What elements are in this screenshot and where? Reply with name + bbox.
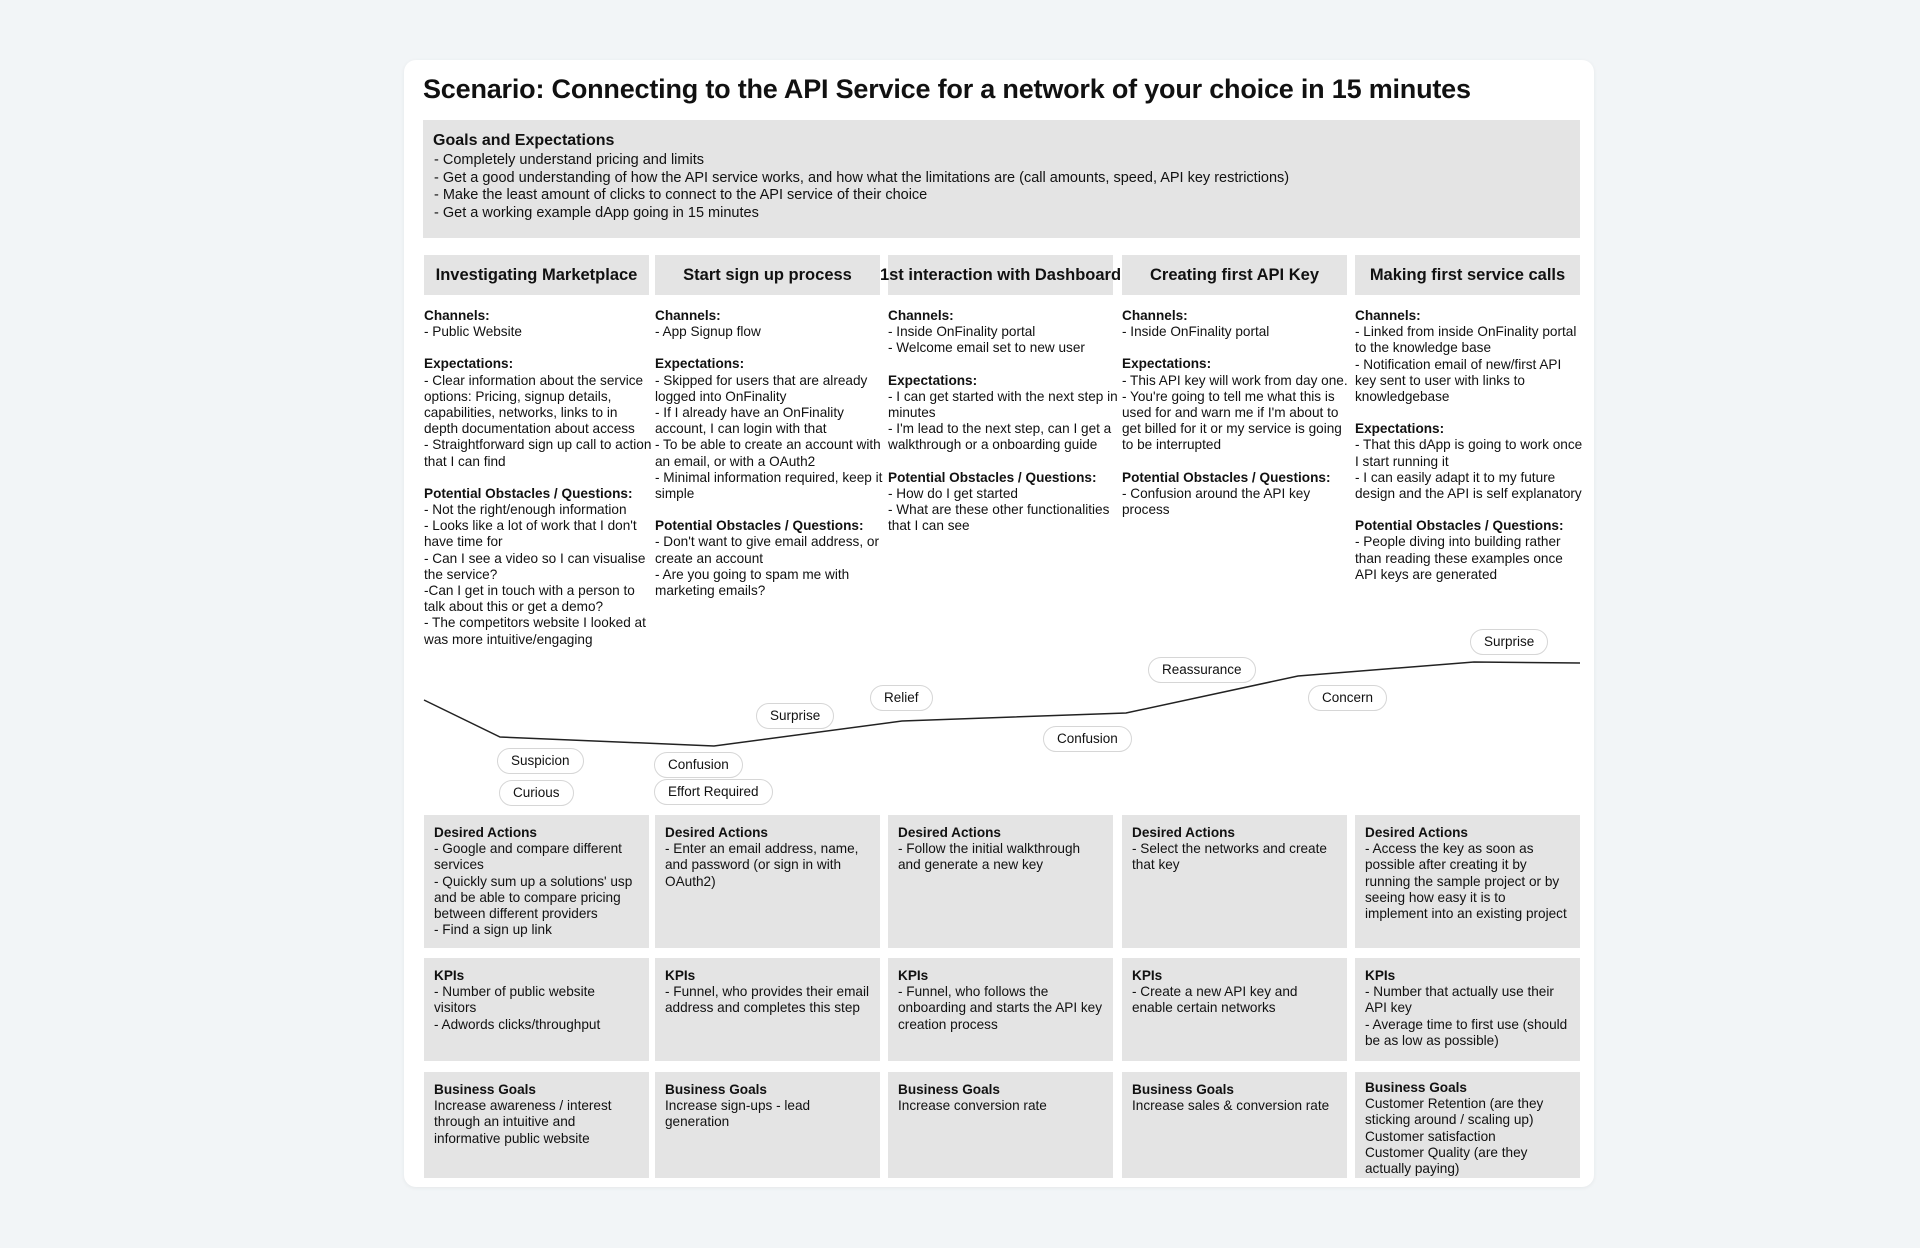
expectation-item: - I'm lead to the next step, can I get a walkthrough or a onboarding guide: [888, 421, 1112, 453]
business-goals-heading: Business Goals: [1132, 1082, 1234, 1097]
emotion-relief: Relief: [870, 685, 933, 711]
obstacles-heading: Potential Obstacles / Questions:: [655, 518, 864, 534]
obstacles-heading: Potential Obstacles / Questions:: [1355, 518, 1564, 534]
goal-item: - Get a good understanding of how the API service works, and how what the limitations are (call amounts, speed, API key restrictions): [434, 169, 1290, 186]
kpis-heading: KPIs: [665, 968, 696, 983]
desired-action-item: - Select the networks and create that key: [1132, 841, 1327, 873]
channel-item: - Welcome email set to new user: [888, 340, 1085, 356]
goal-item: - Completely understand pricing and limits: [434, 152, 704, 169]
channel-item: - Notification email of new/first API key sent to user with links to knowledgebase: [1355, 356, 1562, 405]
expectation-item: - You're going to tell me what this is used for and warn me if I'm about to get billed for it or my service is going to be interrupted: [1122, 388, 1342, 453]
business-goal-item: Customer Quality (are they actually paying): [1365, 1144, 1528, 1177]
kpi-item: - Funnel, who follows the onboarding and starts the API key creation process: [898, 984, 1103, 1032]
channel-item: - Linked from inside OnFinality portal to the knowledge base: [1355, 324, 1577, 356]
goals-heading: Goals and Expectations: [433, 132, 615, 149]
channel-item: - App Signup flow: [655, 324, 761, 340]
desired-actions-box: [888, 815, 1113, 948]
emotion-confusion: Confusion: [654, 752, 743, 778]
kpis-box: [424, 958, 649, 1061]
kpis-heading: KPIs: [1365, 968, 1396, 983]
desired-actions-heading: Desired Actions: [898, 825, 1001, 840]
obstacle-item: -Can I get in touch with a person to talk about this or get a demo?: [424, 583, 635, 615]
business-goal-item: Increase sales & conversion rate: [1132, 1098, 1330, 1114]
desired-actions-box: [655, 815, 880, 948]
business-goal-item: Customer satisfaction: [1365, 1128, 1496, 1144]
business-goals-box: [1122, 1072, 1347, 1178]
obstacles-heading: Potential Obstacles / Questions:: [1122, 469, 1331, 485]
emotion-curve-line: [424, 662, 1580, 746]
channel-item: - Inside OnFinality portal: [888, 324, 1036, 340]
emotion-effort-required: Effort Required: [654, 779, 773, 805]
goal-item: - Get a working example dApp going in 15 minutes: [434, 204, 759, 221]
emotion-surprise: Surprise: [1470, 629, 1548, 655]
business-goals-heading: Business Goals: [665, 1082, 767, 1097]
desired-action-item: - Find a sign up link: [434, 922, 552, 938]
channel-item: - Inside OnFinality portal: [1122, 324, 1270, 340]
desired-action-item: - Access the key as soon as possible after creating it by running the sample project or by seeing how easy it is to implement into an existing project: [1365, 841, 1567, 922]
kpis-heading: KPIs: [898, 968, 929, 983]
stage-header-api-key: Creating first API Key: [1122, 255, 1347, 295]
expectation-item: - If I already have an OnFinality account, I can login with that: [655, 405, 844, 437]
stage-header-signup: Start sign up process: [655, 255, 880, 295]
kpi-item: - Number that actually use their API key: [1365, 984, 1554, 1016]
obstacle-item: - Don't want to give email address, or create an account: [655, 534, 879, 566]
business-goal-item: Increase sign-ups - lead generation: [665, 1098, 811, 1130]
business-goals-box: [1355, 1072, 1580, 1178]
stage-header-service-calls: Making first service calls: [1355, 255, 1580, 295]
kpis-heading: KPIs: [434, 968, 465, 983]
obstacle-item: - People diving into building rather than reading these examples once API keys are generated: [1355, 534, 1563, 582]
business-goals-box: [888, 1072, 1113, 1178]
desired-actions-box: [1122, 815, 1347, 948]
kpi-item: - Average time to first use (should be as low as possible): [1365, 1016, 1568, 1048]
kpi-item: - Number of public website visitors: [434, 984, 595, 1016]
desired-action-item: - Google and compare different services: [434, 841, 622, 873]
business-goals-heading: Business Goals: [898, 1082, 1000, 1097]
obstacle-item: - Confusion around the API key process: [1122, 485, 1311, 518]
desired-actions-heading: Desired Actions: [1365, 825, 1468, 840]
expectation-item: - I can easily adapt it to my future design and the API is self explanatory: [1355, 469, 1582, 502]
expectations-heading: Expectations:: [1355, 421, 1445, 437]
business-goal-item: Increase awareness / interest through an intuitive and informative public website: [434, 1098, 612, 1146]
emotion-confusion: Confusion: [1043, 726, 1132, 752]
journey-map-card: [404, 60, 1594, 1187]
business-goal-item: Customer Retention (are they sticking around / scaling up): [1365, 1096, 1544, 1128]
channels-heading: Channels:: [655, 308, 721, 323]
kpis-heading: KPIs: [1132, 968, 1163, 983]
desired-action-item: - Enter an email address, name, and password (or sign in with OAuth2): [665, 841, 859, 889]
channels-heading: Channels:: [1122, 308, 1188, 323]
business-goal-item: Increase conversion rate: [898, 1098, 1047, 1114]
business-goals-heading: Business Goals: [1365, 1080, 1467, 1095]
kpi-item: - Create a new API key and enable certain networks: [1132, 984, 1298, 1016]
obstacle-item: - Are you going to spam me with marketing emails?: [655, 566, 850, 599]
expectations-heading: Expectations:: [655, 356, 745, 372]
emotion-surprise: Surprise: [756, 703, 834, 729]
business-goals-box: [655, 1072, 880, 1178]
kpis-box: [888, 958, 1113, 1061]
kpis-box: [655, 958, 880, 1061]
stage-header-dashboard: 1st interaction with Dashboard: [888, 255, 1113, 295]
business-goals-box: [424, 1072, 649, 1178]
obstacle-item: - How do I get started: [888, 485, 1018, 501]
obstacle-item: - The competitors website I looked at was more intuitive/engaging: [424, 615, 646, 647]
channels-heading: Channels:: [424, 308, 490, 323]
obstacle-item: - Not the right/enough information: [424, 502, 627, 518]
channel-item: - Public Website: [424, 324, 522, 340]
desired-actions-heading: Desired Actions: [665, 825, 768, 840]
expectation-item: - Clear information about the service options: Pricing, signup details, capabilities, networks, links to in depth documentation about access: [424, 372, 644, 437]
desired-action-item: - Quickly sum up a solutions' usp and be able to compare pricing between different providers: [434, 873, 633, 922]
scenario-title: Scenario: Connecting to the API Service for a network of your choice in 15 minutes: [423, 74, 1471, 104]
desired-actions-heading: Desired Actions: [1132, 825, 1235, 840]
obstacle-item: - What are these other functionalities that I can see: [888, 502, 1110, 534]
kpi-item: - Funnel, who provides their email address and completes this step: [665, 984, 869, 1016]
emotion-curious: Curious: [499, 780, 574, 806]
goal-item: - Make the least amount of clicks to connect to the API service of their choice: [434, 187, 928, 204]
business-goals-heading: Business Goals: [434, 1082, 536, 1097]
desired-actions-box: [424, 815, 649, 948]
expectation-item: - Skipped for users that are already logged into OnFinality: [655, 372, 868, 404]
emotion-concern: Concern: [1308, 685, 1387, 711]
obstacles-heading: Potential Obstacles / Questions:: [424, 485, 633, 501]
kpis-box: [1355, 958, 1580, 1061]
desired-action-item: - Follow the initial walkthrough and generate a new key: [898, 841, 1081, 873]
expectation-item: - Straightforward sign up call to action that I can find: [424, 437, 652, 469]
expectation-item: - This API key will work from day one.: [1122, 372, 1348, 388]
expectations-heading: Expectations:: [888, 372, 978, 388]
channels-heading: Channels:: [888, 308, 954, 323]
expectation-item: - To be able to create an account with an email, or with a OAuth2: [655, 437, 881, 469]
expectation-item: - I can get started with the next step in minutes: [888, 388, 1118, 421]
obstacle-item: - Looks like a lot of work that I don't have time for: [424, 518, 637, 550]
kpis-box: [1122, 958, 1347, 1061]
emotion-suspicion: Suspicion: [497, 748, 584, 774]
stage-header-investigating: Investigating Marketplace: [424, 255, 649, 295]
emotion-reassurance: Reassurance: [1148, 657, 1256, 683]
expectations-heading: Expectations:: [1122, 356, 1212, 372]
expectations-heading: Expectations:: [424, 356, 514, 372]
kpi-item: - Adwords clicks/throughput: [434, 1016, 601, 1032]
obstacles-heading: Potential Obstacles / Questions:: [888, 469, 1097, 485]
expectation-item: - That this dApp is going to work once I start running it: [1355, 437, 1583, 469]
channels-heading: Channels:: [1355, 308, 1421, 323]
obstacle-item: - Can I see a video so I can visualise the service?: [424, 550, 646, 582]
expectation-item: - Minimal information required, keep it simple: [655, 469, 883, 502]
desired-actions-heading: Desired Actions: [434, 825, 537, 840]
desired-actions-box: [1355, 815, 1580, 948]
